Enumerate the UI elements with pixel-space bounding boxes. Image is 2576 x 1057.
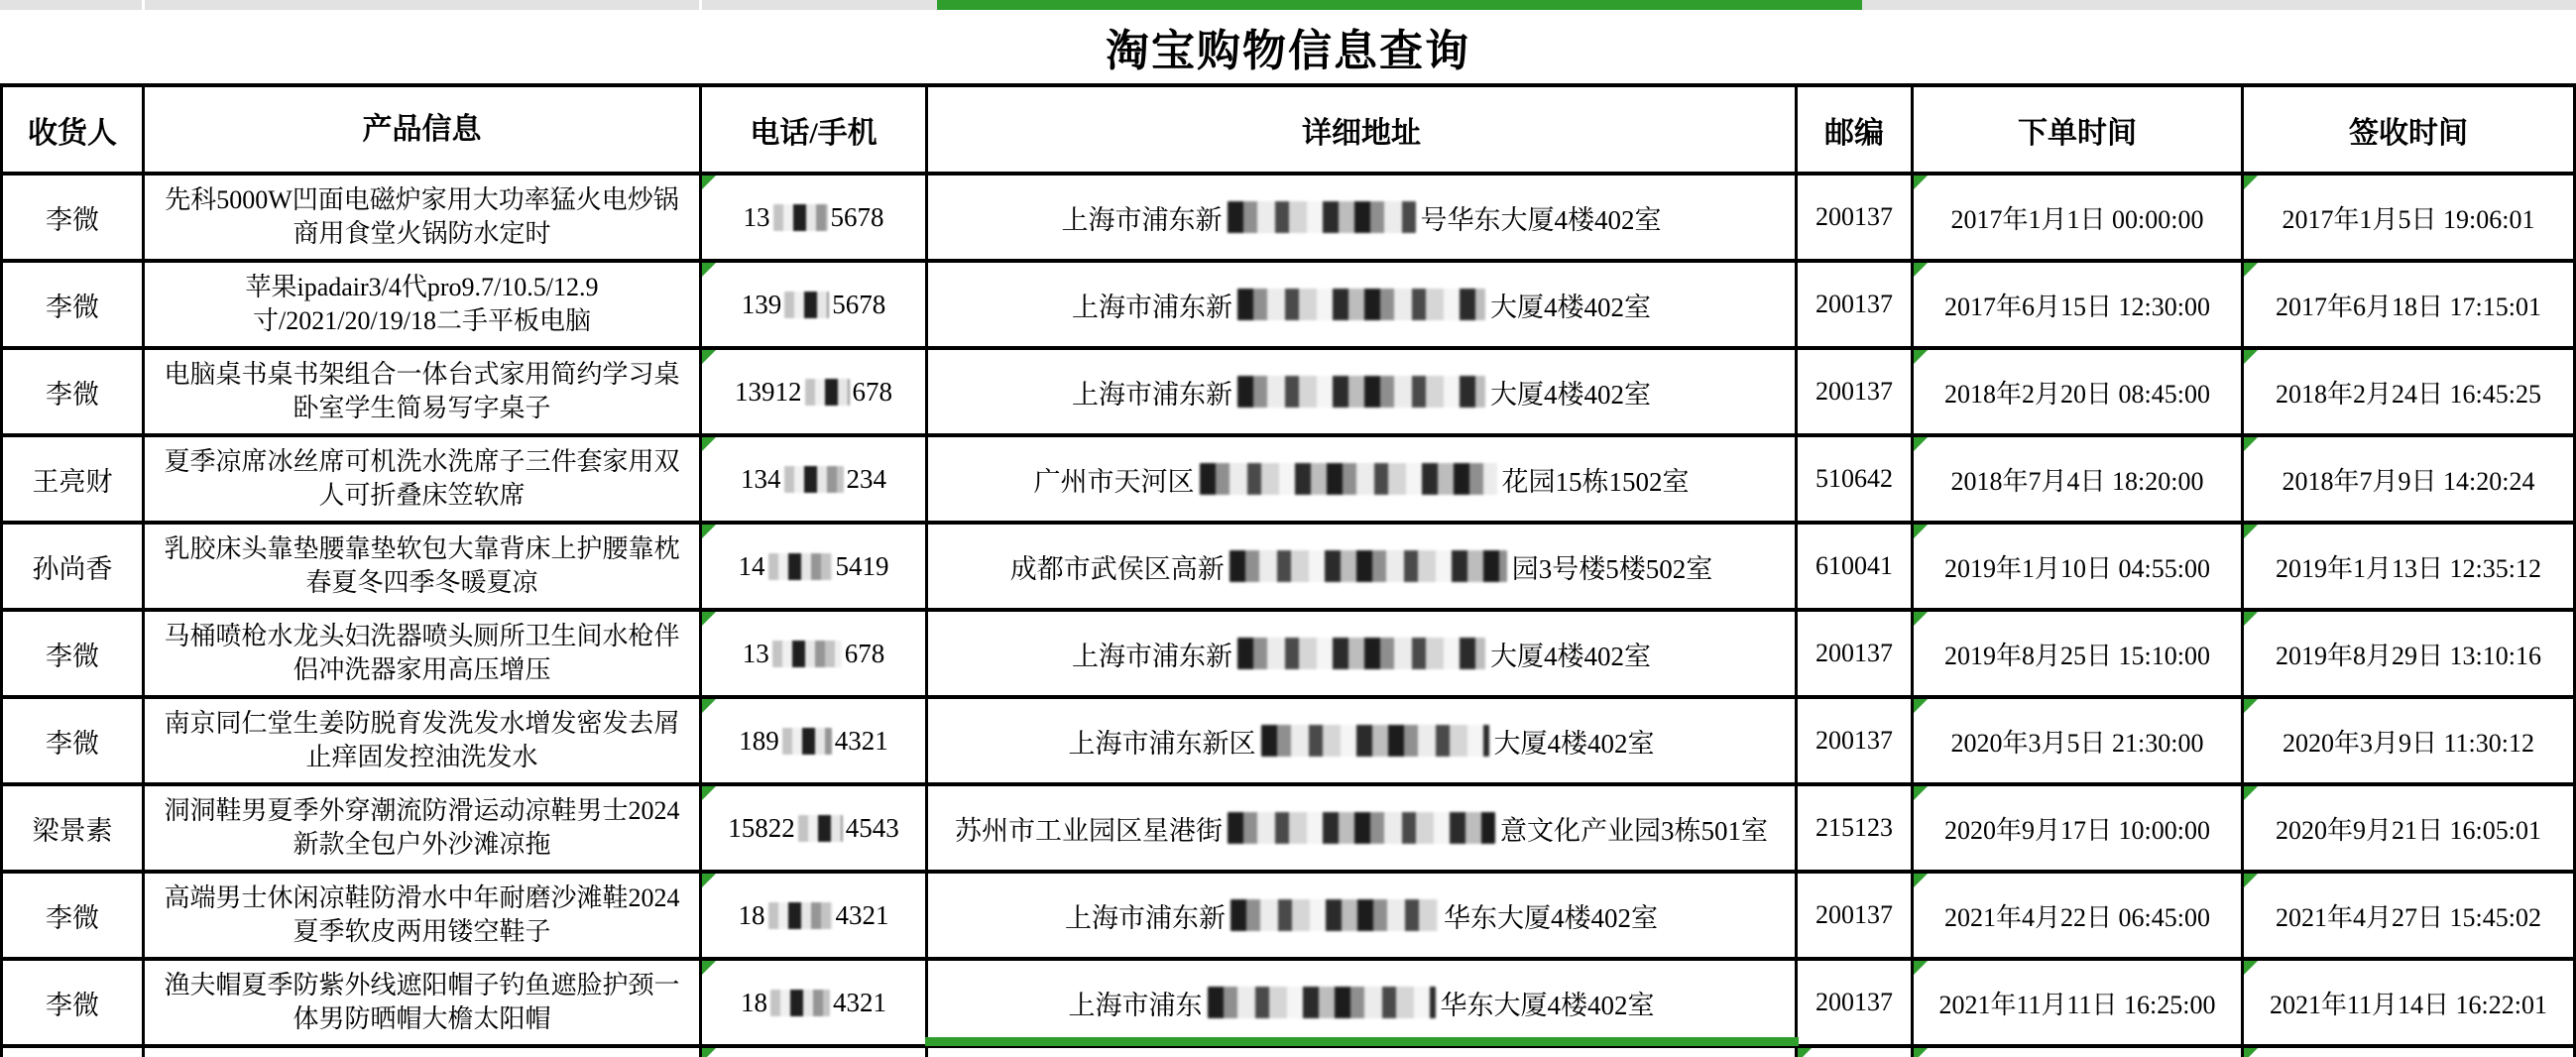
- error-flag-icon: [2244, 612, 2258, 626]
- cell-address[interactable]: [928, 961, 1798, 1044]
- phone-suffix: 4321: [835, 899, 889, 930]
- product-info: 夏季凉席冰丝席可机洗水洗席子三件套家用双人可折叠床笠软席: [164, 447, 680, 510]
- address-suffix: 大厦4楼402室: [1490, 641, 1651, 671]
- table-header-row: [0, 87, 2576, 176]
- table-row: [0, 612, 2576, 699]
- phone-redaction-mosaic: [784, 466, 844, 493]
- product-info: 电脑桌书桌书架组合一体台式家用简约学习桌卧室学生简易写字桌子: [164, 360, 680, 422]
- phone-prefix: 13: [742, 638, 769, 668]
- zip-code: 200137: [1815, 377, 1893, 406]
- error-flag-icon: [702, 612, 716, 626]
- address-prefix: 上海市浦东新: [1072, 641, 1232, 671]
- product-info: 先科5000W凹面电磁炉家用大功率猛火电炒锅商用食堂火锅防水定时: [165, 185, 679, 248]
- order-time: 2021年11月11日 16:25:00: [1938, 990, 2216, 1019]
- cell-product[interactable]: [145, 437, 702, 521]
- phone-redaction-mosaic: [805, 379, 850, 406]
- error-flag-icon: [2244, 437, 2258, 451]
- recipient-name: 李微: [46, 379, 99, 410]
- sign-time: 2017年6月18日 17:15:01: [2276, 292, 2541, 321]
- address-redaction-mosaic: [1237, 376, 1485, 408]
- sign-time: 2018年2月24日 16:45:25: [2276, 379, 2541, 409]
- address-suffix: 大厦4楼402室: [1490, 379, 1651, 410]
- cell-recipient[interactable]: [0, 612, 145, 695]
- cell-order-time[interactable]: [1914, 525, 2244, 608]
- error-flag-icon: [702, 525, 716, 538]
- header-cell-phone[interactable]: 电话/手机: [702, 87, 928, 172]
- cell-zip[interactable]: [1798, 786, 1914, 870]
- error-flag-icon: [1798, 1048, 1812, 1057]
- phone-suffix: 678: [852, 376, 892, 407]
- cell-address[interactable]: [928, 437, 1798, 521]
- cell-product[interactable]: [145, 1048, 702, 1057]
- cell-recipient[interactable]: [0, 961, 145, 1044]
- product-info: 洞洞鞋男夏季外穿潮流防滑运动凉鞋男士2024新款全包户外沙滩凉拖: [164, 796, 680, 859]
- table-row: [0, 961, 2576, 1048]
- cell-order-time[interactable]: [1914, 350, 2244, 433]
- recipient-name: 李微: [46, 292, 99, 322]
- sign-time: 2020年3月9日 11:30:12: [2283, 728, 2534, 758]
- order-time: 2018年7月4日 18:20:00: [1950, 466, 2204, 496]
- address-suffix: 意文化产业园3栋501室: [1500, 815, 1768, 846]
- cell-zip[interactable]: [1798, 612, 1914, 695]
- zip-code: 510642: [1815, 464, 1893, 493]
- cell-sign-time[interactable]: [2244, 612, 2576, 695]
- cell-address[interactable]: [928, 699, 1798, 782]
- cell-product[interactable]: [145, 961, 702, 1044]
- address-redaction-mosaic: [1228, 201, 1416, 233]
- cell-zip[interactable]: [1798, 350, 1914, 433]
- phone-prefix: 13: [743, 201, 770, 232]
- error-flag-icon: [2244, 350, 2258, 364]
- table-row: [0, 786, 2576, 874]
- error-flag-icon: [1914, 786, 1928, 800]
- header-cell-order-time[interactable]: 下单时间: [1914, 87, 2244, 172]
- cell-sign-time[interactable]: [2244, 350, 2576, 433]
- cell-sign-time[interactable]: [2244, 176, 2576, 259]
- address-redaction-mosaic: [1229, 550, 1507, 582]
- product-info: 渔夫帽夏季防紫外线遮阳帽子钓鱼遮脸护颈一体男防晒帽大檐太阳帽: [164, 971, 680, 1033]
- cell-zip[interactable]: [1798, 874, 1914, 957]
- zip-code: 200137: [1815, 900, 1893, 929]
- order-time: 2017年1月1日 00:00:00: [1950, 204, 2204, 234]
- cell-sign-time[interactable]: [2244, 699, 2576, 782]
- address-suffix: 华东大厦4楼402室: [1444, 902, 1658, 933]
- cell-phone[interactable]: [702, 525, 928, 608]
- page-title: 淘宝购物信息查询: [1106, 27, 1470, 75]
- cell-order-time[interactable]: [1914, 612, 2244, 695]
- error-flag-icon: [2244, 874, 2258, 887]
- cell-product[interactable]: [145, 786, 702, 870]
- address-suffix: 园3号楼5楼502室: [1511, 553, 1713, 584]
- cell-address[interactable]: [928, 786, 1798, 870]
- address-redaction-mosaic: [1237, 638, 1485, 669]
- error-flag-icon: [2244, 525, 2258, 538]
- zip-code: 200137: [1815, 290, 1893, 318]
- error-flag-icon: [702, 437, 716, 451]
- sign-time: 2020年9月21日 16:05:01: [2276, 815, 2541, 845]
- cell-phone[interactable]: [702, 350, 928, 433]
- cell-zip[interactable]: [1798, 525, 1914, 608]
- address-suffix: 华东大厦4楼402室: [1440, 990, 1655, 1020]
- phone-prefix: 13912: [735, 376, 802, 407]
- product-info: 高端男士休闲凉鞋防滑水中年耐磨沙滩鞋2024夏季软皮两用镂空鞋子: [164, 883, 680, 946]
- cell-product[interactable]: [145, 176, 702, 259]
- error-flag-icon: [2244, 699, 2258, 713]
- address-suffix: 花园15栋1502室: [1501, 466, 1690, 497]
- cell-order-time[interactable]: [1914, 437, 2244, 521]
- cell-order-time[interactable]: [1914, 176, 2244, 259]
- error-flag-icon: [702, 961, 716, 975]
- phone-redaction-mosaic: [782, 728, 832, 755]
- order-time: 2021年4月22日 06:45:00: [1944, 902, 2210, 932]
- error-flag-icon: [1914, 350, 1928, 364]
- order-time: 2018年2月20日 08:45:00: [1944, 379, 2210, 409]
- address-suffix: 大厦4楼402室: [1490, 292, 1651, 322]
- address-prefix: 上海市浦东: [1068, 990, 1203, 1020]
- cells-above-strip: [0, 0, 2576, 10]
- address-redaction-mosaic: [1208, 987, 1436, 1018]
- cell-product[interactable]: [145, 350, 702, 433]
- order-time: 2019年1月10日 04:55:00: [1944, 553, 2210, 583]
- table-row: [0, 699, 2576, 786]
- cell-product[interactable]: [145, 699, 702, 782]
- phone-suffix: 234: [846, 463, 886, 494]
- cell-recipient[interactable]: [0, 699, 145, 782]
- cell-address[interactable]: [928, 612, 1798, 695]
- header-cell-product[interactable]: 产品信息: [145, 87, 702, 172]
- cell-zip[interactable]: [1798, 437, 1914, 521]
- recipient-name: 王亮财: [32, 466, 113, 497]
- recipient-name: 李微: [46, 728, 99, 759]
- address-prefix: 上海市浦东新: [1061, 204, 1223, 235]
- cell-product[interactable]: [145, 874, 702, 957]
- phone-prefix: 15822: [728, 812, 795, 843]
- cell-sign-time[interactable]: [2244, 263, 2576, 346]
- recipient-name: 梁景素: [32, 815, 113, 846]
- recipient-name: 李微: [46, 902, 99, 933]
- cell-address[interactable]: [928, 1048, 1798, 1057]
- cell-phone[interactable]: [702, 786, 928, 870]
- address-redaction-mosaic: [1228, 812, 1495, 844]
- recipient-name: 李微: [46, 990, 99, 1020]
- table-row: [0, 263, 2576, 350]
- phone-redaction-mosaic: [768, 553, 833, 580]
- column-separator: [142, 0, 145, 10]
- error-flag-icon: [702, 263, 716, 277]
- cell-phone[interactable]: [702, 612, 928, 695]
- orders-table: [0, 83, 2576, 1057]
- selection-highlight-strip: [937, 0, 1862, 10]
- phone-prefix: 134: [741, 463, 781, 494]
- cell-sign-time[interactable]: [2244, 961, 2576, 1044]
- cell-order-time[interactable]: [1914, 263, 2244, 346]
- sign-time: 2021年11月14日 16:22:01: [2270, 990, 2547, 1019]
- zip-code: 200137: [1815, 726, 1893, 755]
- cell-phone[interactable]: [702, 437, 928, 521]
- sign-time: 2017年1月5日 19:06:01: [2282, 204, 2535, 234]
- error-flag-icon: [702, 1048, 716, 1057]
- table-row-partial: [0, 1048, 2576, 1057]
- phone-prefix: 18: [741, 987, 767, 1017]
- cell-recipient[interactable]: [0, 350, 145, 433]
- sign-time: 2019年1月13日 12:35:12: [2276, 553, 2541, 583]
- address-prefix: 上海市浦东新区: [1068, 728, 1256, 759]
- cell-zip[interactable]: [1798, 263, 1914, 346]
- order-time: 2019年8月25日 15:10:00: [1944, 641, 2210, 670]
- cell-product[interactable]: [145, 525, 702, 608]
- cell-zip[interactable]: [1798, 699, 1914, 782]
- cell-sign-time[interactable]: [2244, 1048, 2576, 1057]
- recipient-name: 李微: [46, 641, 99, 671]
- phone-suffix: 678: [844, 638, 885, 668]
- table-row: [0, 874, 2576, 961]
- error-flag-icon: [702, 699, 716, 713]
- address-redaction-mosaic: [1200, 463, 1497, 495]
- cell-order-time[interactable]: [1914, 874, 2244, 957]
- product-info: 苹果ipadair3/4代pro9.7/10.5/12.9寸/2021/20/19/18二手平板电脑: [245, 273, 599, 335]
- address-redaction-mosaic: [1261, 725, 1489, 757]
- sign-time: 2019年8月29日 13:10:16: [2276, 641, 2541, 670]
- zip-code: 610041: [1815, 551, 1893, 580]
- error-flag-icon: [1914, 525, 1928, 538]
- error-flag-icon: [1914, 1048, 1928, 1057]
- cell-phone[interactable]: [702, 176, 928, 259]
- error-flag-icon: [702, 786, 716, 800]
- phone-redaction-mosaic: [773, 204, 828, 231]
- phone-redaction-mosaic: [784, 292, 829, 318]
- table-row: [0, 350, 2576, 437]
- header-cell-recipient[interactable]: 收货人: [0, 87, 145, 172]
- sign-time: 2021年4月27日 15:45:02: [2276, 902, 2541, 932]
- address-redaction-mosaic: [1237, 289, 1485, 320]
- cell-sign-time[interactable]: [2244, 525, 2576, 608]
- address-prefix: 上海市浦东新: [1065, 902, 1226, 933]
- recipient-name: 孙尚香: [32, 553, 113, 584]
- address-prefix: 上海市浦东新: [1072, 379, 1232, 410]
- order-time: 2020年9月17日 10:00:00: [1944, 815, 2210, 845]
- cell-address[interactable]: [928, 350, 1798, 433]
- error-flag-icon: [2244, 961, 2258, 975]
- error-flag-icon: [1914, 176, 1928, 189]
- cell-order-time[interactable]: [1914, 1048, 2244, 1057]
- product-info: 乳胶床头靠垫腰靠垫软包大靠背床上护腰靠枕春夏冬四季冬暖夏凉: [164, 534, 680, 597]
- table-row: [0, 437, 2576, 525]
- cell-sign-time[interactable]: [2244, 437, 2576, 521]
- zip-code: 200137: [1815, 202, 1893, 231]
- phone-prefix: 139: [741, 289, 782, 319]
- error-flag-icon: [1914, 874, 1928, 887]
- error-flag-icon: [1914, 961, 1928, 975]
- cell-address[interactable]: [928, 263, 1798, 346]
- recipient-name: 李微: [46, 204, 99, 235]
- cell-product[interactable]: [145, 612, 702, 695]
- address-prefix: 上海市浦东新: [1072, 292, 1232, 322]
- error-flag-icon: [702, 874, 716, 887]
- phone-redaction-mosaic: [770, 990, 830, 1016]
- phone-suffix: 4321: [833, 987, 886, 1017]
- error-flag-icon: [702, 176, 716, 189]
- address-redaction-mosaic: [1230, 899, 1439, 931]
- error-flag-icon: [2244, 786, 2258, 800]
- cell-order-time[interactable]: [1914, 961, 2244, 1044]
- header-cell-address[interactable]: 详细地址: [928, 87, 1798, 172]
- cell-recipient[interactable]: [0, 176, 145, 259]
- zip-code: 215123: [1815, 813, 1893, 842]
- cell-recipient[interactable]: [0, 263, 145, 346]
- cell-phone[interactable]: [702, 699, 928, 782]
- header-cell-sign-time[interactable]: 签收时间: [2244, 87, 2576, 172]
- order-time: 2020年3月5日 21:30:00: [1950, 728, 2204, 758]
- cell-phone[interactable]: [702, 961, 928, 1044]
- cell-zip[interactable]: [1798, 176, 1914, 259]
- order-time: 2017年6月15日 12:30:00: [1944, 292, 2210, 321]
- cell-phone[interactable]: [702, 263, 928, 346]
- cell-sign-time[interactable]: [2244, 786, 2576, 870]
- cell-product[interactable]: [145, 263, 702, 346]
- table-row: [0, 176, 2576, 263]
- product-info: 南京同仁堂生姜防脱育发洗发水增发密发去屑止痒固发控油洗发水: [164, 709, 680, 771]
- cell-address[interactable]: [928, 874, 1798, 957]
- address-suffix: 大厦4楼402室: [1493, 728, 1655, 759]
- phone-redaction-mosaic: [798, 815, 843, 842]
- phone-suffix: 4321: [834, 725, 888, 756]
- cell-phone[interactable]: [702, 874, 928, 957]
- error-flag-icon: [2244, 1048, 2258, 1057]
- error-flag-icon: [1914, 263, 1928, 277]
- phone-suffix: 5678: [832, 289, 886, 319]
- cell-zip[interactable]: [1798, 961, 1914, 1044]
- phone-redaction-mosaic: [768, 902, 833, 929]
- phone-suffix: 5419: [835, 550, 889, 581]
- error-flag-icon: [2244, 263, 2258, 277]
- error-flag-icon: [702, 350, 716, 364]
- header-cell-zip[interactable]: 邮编: [1798, 87, 1914, 172]
- sign-time: 2018年7月9日 14:20:24: [2282, 466, 2535, 496]
- cell-address[interactable]: [928, 176, 1798, 259]
- cell-zip[interactable]: [1798, 1048, 1914, 1057]
- cell-recipient[interactable]: [0, 786, 145, 870]
- address-prefix: 广州市天河区: [1033, 466, 1195, 497]
- phone-prefix: 189: [739, 725, 779, 756]
- phone-prefix: 14: [738, 550, 765, 581]
- address-prefix: 苏州市工业园区星港街: [955, 815, 1223, 846]
- error-flag-icon: [2244, 176, 2258, 189]
- phone-redaction-mosaic: [772, 641, 842, 667]
- cell-order-time[interactable]: [1914, 786, 2244, 870]
- selection-border-line: [925, 1037, 1799, 1046]
- address-suffix: 号华东大厦4楼402室: [1420, 204, 1662, 235]
- error-flag-icon: [1914, 437, 1928, 451]
- error-flag-icon: [1914, 612, 1928, 626]
- product-info: 马桶喷枪水龙头妇洗器喷头厕所卫生间水枪伴侣冲洗器家用高压增压: [164, 622, 680, 684]
- cell-recipient[interactable]: [0, 874, 145, 957]
- table-body: [0, 176, 2576, 1048]
- table-row: [0, 525, 2576, 612]
- error-flag-icon: [1914, 699, 1928, 713]
- column-separator: [699, 0, 702, 10]
- zip-code: 200137: [1815, 988, 1893, 1016]
- phone-suffix: 5678: [830, 201, 884, 232]
- cell-recipient[interactable]: [0, 1048, 145, 1057]
- zip-code: 200137: [1815, 639, 1893, 667]
- cell-recipient[interactable]: [0, 525, 145, 608]
- title-bar: [0, 10, 2576, 83]
- cell-recipient[interactable]: [0, 437, 145, 521]
- phone-prefix: 18: [738, 899, 765, 930]
- phone-suffix: 4543: [845, 812, 899, 843]
- cell-order-time[interactable]: [1914, 699, 2244, 782]
- cell-address[interactable]: [928, 525, 1798, 608]
- cell-phone[interactable]: [702, 1048, 928, 1057]
- cell-sign-time[interactable]: [2244, 874, 2576, 957]
- address-prefix: 成都市武侯区高新: [1009, 553, 1225, 584]
